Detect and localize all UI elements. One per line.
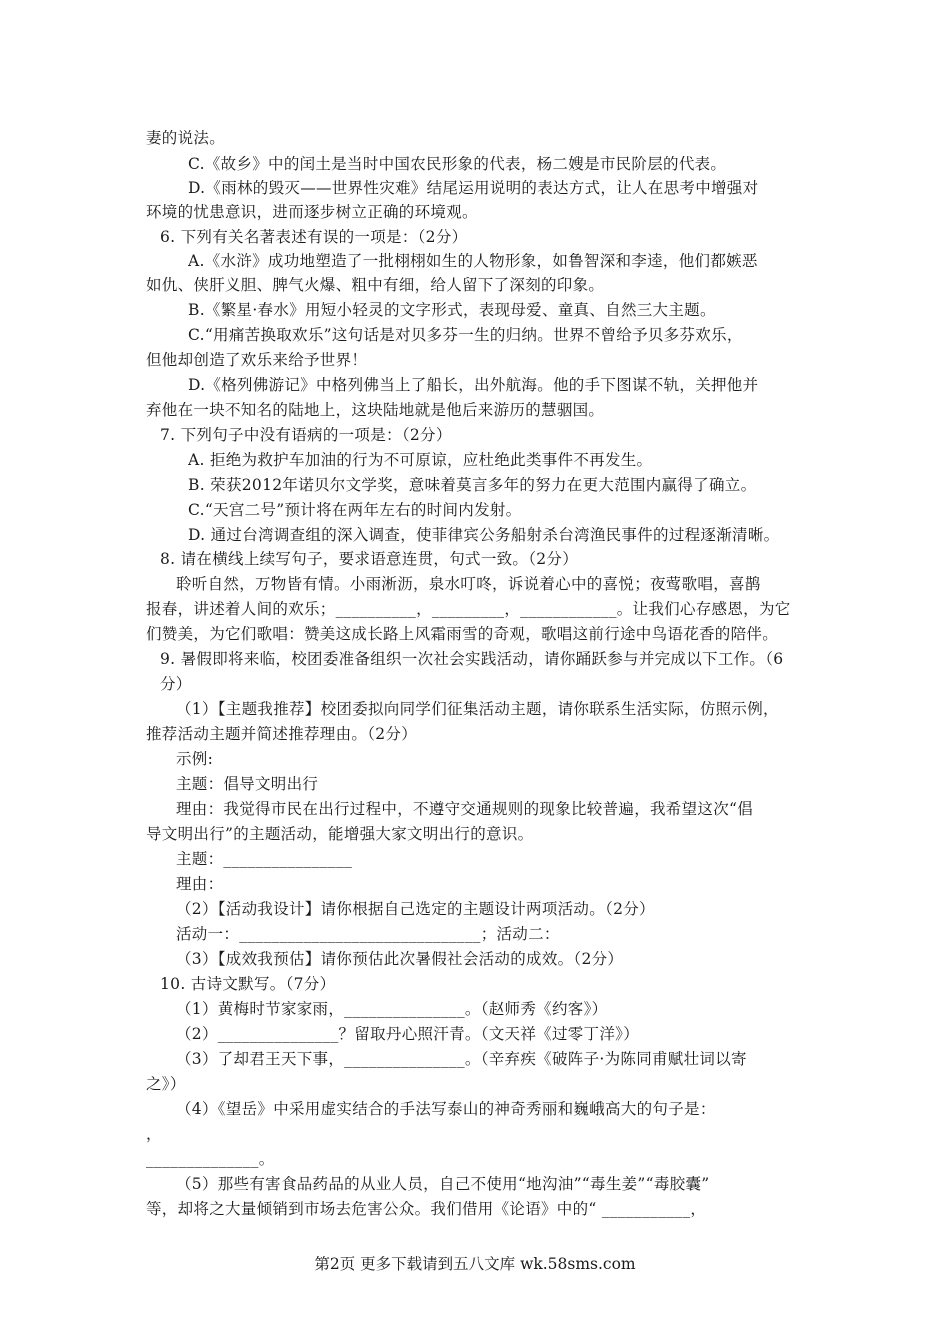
text-line: 妻的说法。 xyxy=(146,129,226,147)
text-line: 推荐活动主题并简述推荐理由。（2分） xyxy=(146,725,418,743)
text-line: 们赞美，为它们歌唱：赞美这成长路上风霜雨雪的奇观，歌唱这前行途中鸟语花香的陪伴。 xyxy=(146,625,779,643)
text-line: 之》） xyxy=(146,1075,186,1093)
option-d-line: D. 通过台湾调查组的深入调查，使菲律宾公务船射杀台湾渔民事件的过程逐渐清晰。 xyxy=(188,526,780,544)
answer-theme-line: 主题：________________ xyxy=(176,850,353,868)
text-line: 但他却创造了欢乐来给予世界！ xyxy=(146,351,368,369)
answer-blank-line: ______________。 xyxy=(146,1150,275,1168)
question-6: 6. 下列有关名著表述有误的一项是：（2分） xyxy=(160,228,468,246)
poem-item-1: （1）黄梅时节家家雨，_______________。（赵师秀《约客》） xyxy=(176,1000,608,1018)
option-b-line: B. 荣获2012年诺贝尔文学奖，意味着莫言多年的努力在更大范围内赢得了确立。 xyxy=(188,476,757,494)
subquestion-1: （1）【主题我推荐】校团委拟向同学们征集活动主题，请你联系生活实际，仿照示例， xyxy=(176,700,779,718)
example-reason: 理由：我觉得市民在出行过程中，不遵守交通规则的现象比较普遍，我希望这次“倡 xyxy=(176,800,754,818)
option-c-line: C.“天宫二号”预计将在两年左右的时间内发射。 xyxy=(188,501,522,519)
page-footer: 第2页 更多下载请到五八文库 wk.58sms.com xyxy=(314,1255,636,1273)
example-theme: 主题：倡导文明出行 xyxy=(176,775,319,793)
poem-item-5: （5）那些有害食品药品的从业人员，自己不使用“地沟油”“毒生姜”“毒胶囊” xyxy=(176,1175,710,1193)
question-7: 7. 下列句子中没有语病的一项是：（2分） xyxy=(160,426,452,444)
option-c-line: C.“用痛苦换取欢乐”这句话是对贝多芬一生的归纳。世界不曾给予贝多芬欢乐， xyxy=(188,326,743,344)
text-line: 报春，讲述着人间的欢乐；__________，_________，____________。让我们心存感恩，为它 xyxy=(146,600,791,618)
question-9: 9. 暑假即将来临，校团委准备组织一次社会实践活动，请你踊跃参与并完成以下工作。（6 xyxy=(160,650,784,668)
text-line: 等，却将之大量倾销到市场去危害公众。我们借用《论语》中的“ ___________， xyxy=(146,1200,707,1218)
text-line: 分） xyxy=(160,675,192,693)
text-line: 如仇、侠肝义胆、脾气火爆、粗中有细，给人留下了深刻的印象。 xyxy=(146,276,605,294)
text-line: 导文明出行”的主题活动，能增强大家文明出行的意识。 xyxy=(146,825,534,843)
poem-item-3: （3）了却君王天下事，_______________。（辛弃疾《破阵子·为陈同甫赋壮词以寄 xyxy=(176,1050,747,1068)
option-a-line: A. 拒绝为救护车加油的行为不可原谅，应杜绝此类事件不再发生。 xyxy=(188,451,653,469)
text-line: 环境的忧患意识，进而逐步树立正确的环境观。 xyxy=(146,203,478,221)
activity-answer-line: 活动一：______________________________；活动二： xyxy=(176,925,560,943)
subquestion-2: （2）【活动我设计】请你根据自己选定的主题设计两项活动。（2分） xyxy=(176,900,655,918)
option-a-line: A.《水浒》成功地塑造了一批栩栩如生的人物形象，如鲁智深和李逵，他们都嫉恶 xyxy=(188,252,758,270)
option-b-line: B.《繁星·春水》用短小轻灵的文字形式，表现母爱、童真、自然三大主题。 xyxy=(188,301,716,319)
text-line: 聆听自然，万物皆有情。小雨淅沥，泉水叮咚，诉说着心中的喜悦；夜莺歌唱，喜鹊 xyxy=(176,575,761,593)
answer-reason-line: 理由： xyxy=(176,875,224,893)
option-d-line: D.《格列佛游记》中格列佛当上了船长，出外航海。他的手下图谋不轨，关押他并 xyxy=(188,376,759,394)
subquestion-3: （3）【成效我预估】请你预估此次暑假社会活动的成效。（2分） xyxy=(176,950,624,968)
question-8: 8. 请在横线上续写句子，要求语意连贯，句式一致。（2分） xyxy=(160,550,579,568)
poem-item-4: （4）《望岳》中采用虚实结合的手法写泰山的神奇秀丽和巍峨高大的句子是： xyxy=(176,1100,716,1118)
option-c-line: C.《故乡》中的闰土是当时中国农民形象的代表，杨二嫂是市民阶层的代表。 xyxy=(188,155,727,173)
example-label: 示例: xyxy=(176,750,214,768)
text-line: ， xyxy=(146,1125,162,1143)
text-line: 弃他在一块不知名的陆地上，这块陆地就是他后来游历的慧骃国。 xyxy=(146,401,605,419)
poem-item-2: （2）_______________？留取丹心照汗青。（文天祥《过零丁洋》） xyxy=(176,1025,640,1043)
option-d-line: D.《雨林的毁灭——世界性灾难》结尾运用说明的表达方式，让人在思考中增强对 xyxy=(188,179,759,197)
question-10: 10. 古诗文默写。（7分） xyxy=(160,975,336,993)
